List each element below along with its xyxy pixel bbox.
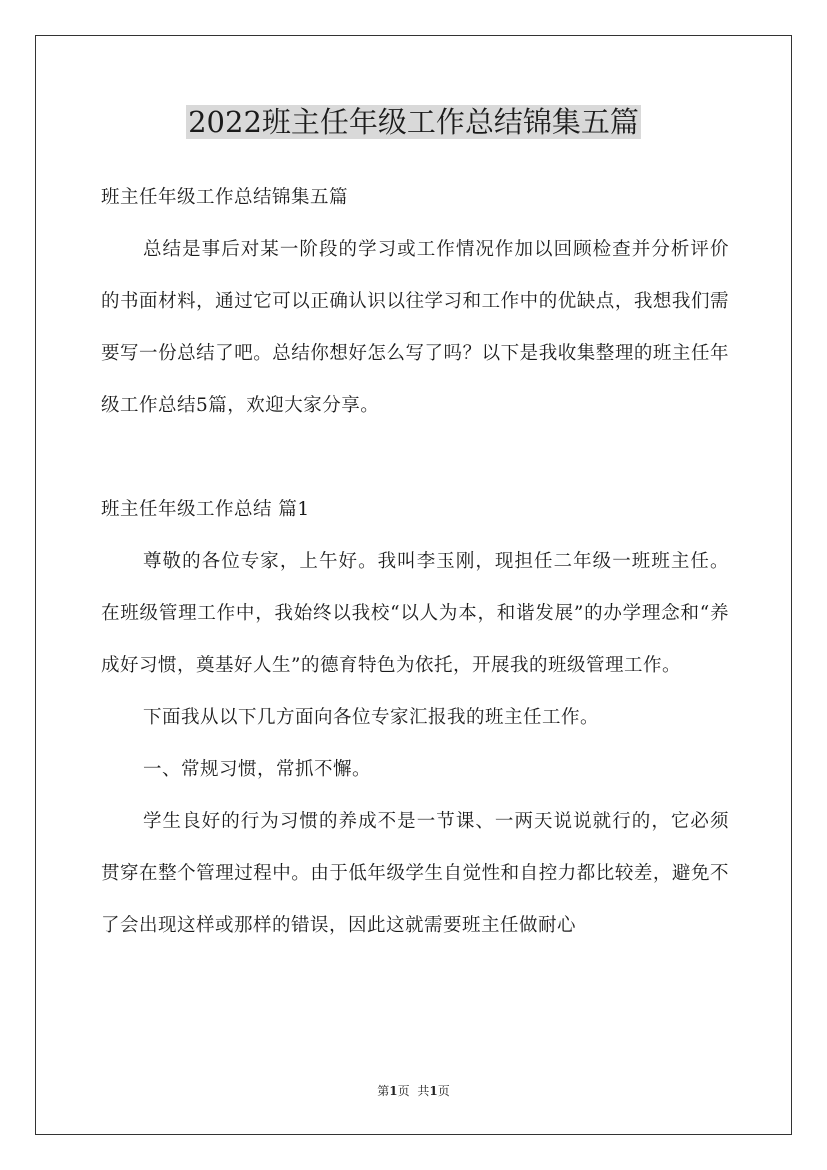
footer-total-pages: 1 <box>429 1084 438 1098</box>
document-title <box>0 100 827 144</box>
intro-paragraph: 总结是事后对某一阶段的学习或工作情况作加以回顾检查并分析评价的书面材料，通过它可以正确认识以往学习和工作中的优缺点，我想我们需要写一份总结了吧。总结你想好怎么写了吗？以下是我收集整理的班主任年级工作总结5篇，欢迎大家分享。 <box>101 239 729 416</box>
footer-suffix: 页 <box>397 1084 410 1098</box>
body-paragraph: 学生良好的行为习惯的养成不是一节课、一两天说说就行的，它必须贯穿在整个管理过程中。由于低年级学生自觉性和自控力都比较差，避免不了会出现这样或那样的错误，因此这就需要班主任做耐心 <box>101 811 729 936</box>
document-body <box>101 172 729 952</box>
intro-heading: 班主任年级工作总结锦集五篇 <box>101 187 349 208</box>
subheading-paragraph: 一、常规习惯，常抓不懈。 <box>143 759 372 780</box>
body-paragraph: 尊敬的各位专家，上午好。我叫李玉刚，现担任二年级一班班主任。在班级管理工作中，我始终以我校“以人为本，和谐发展”的办学理念和“养成好习惯，奠基好人生”的德育特色为依托，开展我的班级管理工作。 <box>101 551 729 676</box>
page-footer <box>0 1083 827 1099</box>
footer-total-suffix: 页 <box>437 1084 450 1098</box>
footer-prefix: 第 <box>377 1084 390 1098</box>
footer-page-number: 1 <box>389 1084 398 1098</box>
section-heading: 班主任年级工作总结 篇1 <box>101 499 310 520</box>
document-title-text: 2022班主任年级工作总结锦集五篇 <box>188 105 639 139</box>
body-paragraph: 下面我从以下几方面向各位专家汇报我的班主任工作。 <box>143 707 600 728</box>
footer-total-prefix: 共 <box>417 1084 430 1098</box>
blank-line <box>101 432 729 484</box>
